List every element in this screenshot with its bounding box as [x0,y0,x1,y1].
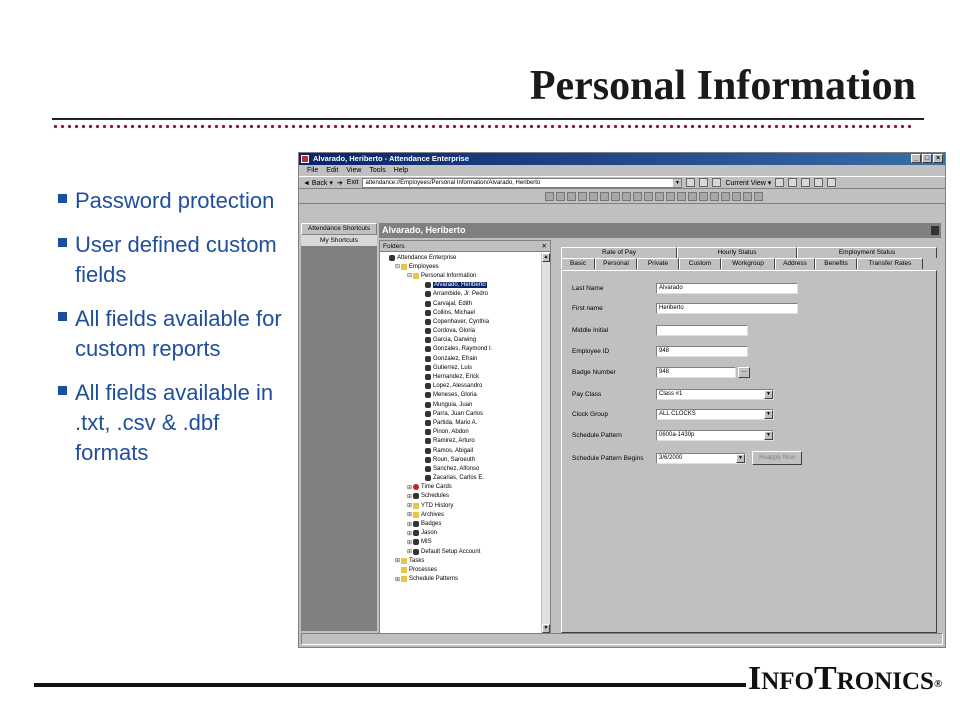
clock-group-label: Clock Group [572,411,609,418]
tree-item-label: Time Cards [421,484,452,491]
tree-item[interactable] [380,474,542,483]
badge-number-field[interactable]: 948 [656,367,736,378]
help-icon[interactable] [775,178,784,187]
expand-toggle-icon[interactable]: ⊞ [407,530,413,537]
tree-item[interactable] [380,455,542,464]
last-name-label: Last Name [572,285,604,292]
expand-toggle-icon[interactable]: ⊞ [407,503,413,510]
globe-icon [389,255,395,261]
tab-custom[interactable]: Custom [679,258,721,269]
toolbar-icon[interactable] [578,192,587,201]
folder-icon [401,567,407,573]
tree-item[interactable] [380,437,542,446]
tree-item-label: Tasks [409,557,425,564]
person-icon [425,374,431,380]
tree-item-label: Schedules [421,493,450,500]
expand-toggle-icon[interactable]: ⊞ [407,539,413,546]
person-icon [425,328,431,334]
window-titlebar[interactable] [299,153,945,165]
expand-toggle-icon[interactable]: ⊞ [407,549,413,556]
title-dotted-rule [52,124,914,129]
tree-item-label: Cordova, Gloria [433,328,476,335]
chevron-down-icon[interactable]: ▼ [764,431,773,440]
tree-item-label: Arrambide, Jr. Pedro [433,291,489,298]
toolbar-icon[interactable] [732,192,741,201]
tree-item-label: Copenhaver, Cynthia [433,318,490,325]
last-name-field[interactable]: Alvarado [656,283,798,294]
menu-help[interactable]: Help [393,167,409,174]
my-shortcuts-tab[interactable]: My Shortcuts [301,235,377,247]
clock-group-select[interactable]: ALL CLOCKS ▼ [656,409,774,420]
menu-view[interactable]: View [346,167,362,174]
expand-toggle-icon[interactable]: ⊞ [407,521,413,528]
badge-lookup-button[interactable]: ... [738,367,750,378]
tree-item[interactable] [380,317,542,326]
person-icon [425,319,431,325]
first-name-label: First name [572,305,603,312]
toolbar-icon[interactable] [589,192,598,201]
person-icon [425,411,431,417]
tree-item[interactable] [380,327,542,336]
tree-item[interactable] [380,464,542,473]
tree-item[interactable] [380,308,542,317]
expand-toggle-icon[interactable]: ⊞ [407,484,413,491]
tree-item-label: Personal Information [421,272,477,279]
person-icon [425,282,431,288]
person-icon [413,539,419,545]
chevron-down-icon[interactable]: ▼ [764,390,773,399]
tree-item-label: Badges [421,521,442,528]
tree-item[interactable] [380,519,542,528]
first-name-field[interactable]: Heriberto [656,303,798,314]
tree-scrollbar[interactable] [541,253,550,633]
toolbar-icon[interactable] [710,192,719,201]
basic-form [561,270,937,633]
bullet-item: Password protection [58,186,296,216]
maximize-button[interactable]: □ [922,154,932,163]
scroll-down-icon[interactable]: ▼ [543,625,549,631]
person-icon [425,301,431,307]
menu-edit[interactable]: Edit [326,167,339,174]
person-icon [425,448,431,454]
toolbar-icon[interactable] [611,192,620,201]
expand-toggle-icon[interactable]: ⊟ [395,264,401,271]
minimize-button[interactable]: _ [911,154,921,163]
person-icon [425,402,431,408]
folder-icon [413,512,419,518]
tree-item-label: Gutierrez, Luis [433,364,473,371]
tree-item[interactable] [380,271,542,280]
tree-item[interactable] [380,428,542,437]
tab-row-front [561,258,937,269]
toolbar-icon[interactable] [556,192,565,201]
tree-item[interactable] [380,281,542,290]
bullet-square-icon [58,238,67,247]
tree-item[interactable] [380,565,542,574]
tree-item-label: Garcia, Darwing [433,337,477,344]
tree-item-label: Processes [409,566,438,573]
toolbar-icon[interactable] [545,192,554,201]
tree-item-label: Hernandez, Erick [433,374,480,381]
tree-item[interactable] [380,345,542,354]
person-icon [425,392,431,398]
schedule-pattern-row [572,430,774,441]
tree-item-label: Default Setup Account [421,548,481,555]
tree-item-label: Employees [409,263,439,270]
print-icon[interactable] [788,178,797,187]
tab-personal[interactable]: Personal [595,258,637,269]
person-icon [425,466,431,472]
tab-rate-of-pay[interactable]: Rate of Pay [561,247,677,258]
menu-tools[interactable]: Tools [369,167,386,174]
toolbar-icon[interactable] [699,192,708,201]
bullet-square-icon [58,312,67,321]
tree-item-label: Collins, Michael [433,309,476,316]
employee-id-row [572,346,748,357]
middle-initial-label: Middle Initial [572,327,609,334]
middle-initial-field[interactable] [656,325,748,336]
person-icon [425,429,431,435]
menu-file[interactable]: File [307,167,319,174]
tree-item[interactable] [380,262,542,271]
folder-icon [401,576,407,582]
tree-item[interactable] [380,483,542,492]
bullet-item: All fields available for custom reports [58,304,296,364]
footer-bar [34,683,746,687]
toolbar-icon[interactable] [633,192,642,201]
tree-item-label: Gonzalez, Efrain [433,355,478,362]
expand-toggle-icon[interactable]: ⊞ [395,558,401,565]
toolbar-icon[interactable] [600,192,609,201]
tree-item-label: Lopez, Alessandro [433,383,483,390]
tree-item-label: Jason [421,530,438,537]
person-icon [413,549,419,555]
tree-item[interactable] [380,409,542,418]
folder-icon [401,264,407,270]
folder-icon [413,503,419,509]
tree-item-label: Attendance Enterprise [397,254,457,261]
tree-item[interactable] [380,575,542,584]
tree-item[interactable] [380,290,542,299]
shortcuts-body [301,247,377,631]
bullet-square-icon [58,194,67,203]
tree-item-label: Roun, Saroeuth [433,456,476,463]
tree-item-label: Partida, Mario A. [433,419,478,426]
schedule-begins-date-field[interactable]: 3/6/2000 ▼ [656,453,746,464]
tab-employment-status[interactable]: Employment Status [797,247,937,258]
chevron-down-icon[interactable]: ▼ [764,410,773,419]
tree-item[interactable] [380,538,542,547]
pay-class-label: Pay Class [572,391,602,398]
status-bar [301,633,943,645]
toolbar-icon[interactable] [754,192,763,201]
expand-toggle-icon[interactable]: ⊞ [407,512,413,519]
person-icon [425,346,431,352]
folders-header: Folders ✕ [380,241,550,252]
bullet-item: User defined custom fields [58,230,296,290]
tree-item[interactable] [380,363,542,372]
tree-item-label: Gonzales, Raymond I. [433,346,493,353]
tree-item-label: Alvarado, Heriberto [434,282,486,289]
tree-item[interactable] [380,354,542,363]
tree-item-label: Munguia, Juan [433,401,473,408]
tree-item-label: MIS [421,539,432,546]
tab-benefits[interactable]: Benefits [815,258,857,269]
address-toolbar [299,176,945,189]
close-button[interactable]: × [933,154,943,163]
employee-id-field[interactable]: 948 [656,346,748,357]
current-view-button[interactable]: Current View ▾ [725,179,772,187]
toolbar-icon[interactable] [666,192,675,201]
person-icon [425,383,431,389]
app-icon [301,155,309,163]
tree-item-label: Parra, Juan Carlos [433,410,484,417]
person-icon [413,521,419,527]
schedule-pattern-begins-row [572,451,802,465]
badge-number-row [572,367,750,378]
app-window [298,152,946,648]
person-icon [931,226,939,235]
title-rule [52,118,924,120]
tree-item[interactable] [380,382,542,391]
tree-item[interactable] [380,547,542,556]
toolbar-icon[interactable] [743,192,752,201]
tree-item[interactable] [380,492,542,501]
tab-address[interactable]: Address [775,258,815,269]
copy-icon[interactable] [699,178,708,187]
cut-icon[interactable] [686,178,695,187]
shortcuts-header[interactable]: Attendance Shortcuts [301,223,377,235]
tree-item[interactable] [380,418,542,427]
toolbar-icon[interactable] [567,192,576,201]
toolbar-icon[interactable] [721,192,730,201]
toolbar-icon[interactable] [622,192,631,201]
exit-button[interactable]: Exit [346,179,359,186]
person-icon [425,420,431,426]
tree-item[interactable] [380,446,542,455]
tree-item-label: Pinon, Abdon [433,429,469,436]
record-tabs [561,247,937,269]
reapply-now-button[interactable]: Reapply Now [752,451,802,465]
tab-private[interactable]: Private [637,258,679,269]
clock-icon [413,484,419,490]
folders-pane [379,240,551,634]
toolbar-icon[interactable] [655,192,664,201]
tree-item-label: Zacarias, Carlos E. [433,475,485,482]
scroll-up-icon[interactable]: ▲ [543,254,549,260]
expand-toggle-icon[interactable]: ⊞ [407,493,413,500]
person-icon [425,310,431,316]
clock-group-row [572,409,774,420]
folder-tree [380,253,542,633]
bullet-list [58,186,296,482]
tree-item-label: Ramos, Abigail [433,447,474,454]
paste-icon[interactable] [712,178,721,187]
tree-item[interactable] [380,336,542,345]
toolbar-icon[interactable] [688,192,697,201]
tab-hourly-status[interactable]: Hourly Status [677,247,797,258]
folder-icon[interactable] [801,178,810,187]
action-toolbar [299,189,945,204]
tree-item[interactable] [380,253,542,262]
person-icon [413,530,419,536]
toolbar-icon[interactable] [644,192,653,201]
person-icon [425,438,431,444]
tree-item-label: Carvajal, Edith [433,300,473,307]
tree-item-label: YTD History [421,502,454,509]
address-input[interactable]: attendance://Employees/Personal Information/Alvarado, Heriberto ▼ [362,178,682,188]
back-button[interactable]: ◄ Back ▾ [303,179,333,187]
infotronics-logo: INFOTRONICS® [748,660,943,697]
tree-item[interactable] [380,510,542,519]
tab-row-back [561,247,937,258]
folder-icon [401,558,407,564]
tree-item-label: Meneses, Gloria [433,392,477,399]
schedule-pattern-begins-label: Schedule Pattern Begins [572,454,644,462]
slide-title: Personal Information [529,63,916,109]
expand-toggle-icon[interactable]: ⊞ [395,576,401,583]
person-icon [425,356,431,362]
person-icon [425,457,431,463]
address-dropdown-icon[interactable]: ▼ [674,179,680,186]
person-icon [425,365,431,371]
pay-class-row [572,389,774,400]
person-icon [425,475,431,481]
tab-workgroup[interactable]: Workgroup [721,258,775,269]
tree-item[interactable] [380,391,542,400]
close-icon[interactable]: ✕ [541,243,547,250]
expand-toggle-icon[interactable]: ⊟ [407,273,413,280]
globe-icon[interactable] [827,178,836,187]
tab-transfer-rates[interactable]: Transfer Rates [857,258,923,269]
tree-item-label: Ramirez, Arturo [433,438,475,445]
bullet-item: All fields available in .txt, .csv & .dbf formats [58,378,296,468]
tree-item-label: Archives [421,511,445,518]
tree-item[interactable] [380,529,542,538]
first-name-row [572,303,798,314]
person-icon [413,493,419,499]
folder-icon [413,273,419,279]
chevron-down-icon[interactable]: ▼ [736,454,745,463]
person-icon[interactable] [814,178,823,187]
record-header: Alvarado, Heriberto [379,223,941,238]
tree-item[interactable] [380,400,542,409]
employee-id-label: Employee ID [572,348,610,355]
window-title: Alvarado, Heriberto - Attendance Enterprise [313,154,470,163]
bullet-square-icon [58,386,67,395]
tree-item-label: Sanchez, Alfonso [433,465,480,472]
middle-initial-row [572,325,748,336]
toolbar-icon[interactable] [677,192,686,201]
tab-basic[interactable]: Basic [561,258,595,269]
tree-item[interactable] [380,299,542,308]
tree-item[interactable] [380,556,542,565]
badge-number-label: Badge Number [572,369,616,376]
last-name-row [572,283,798,294]
tree-item-label: Schedule Patterns [409,576,459,583]
person-icon [425,337,431,343]
person-icon [425,291,431,297]
tree-item[interactable] [380,501,542,510]
forward-button[interactable]: ➔ [336,179,343,187]
menu-bar [299,165,945,176]
shortcuts-pane [301,223,377,633]
schedule-pattern-label: Schedule Pattern [572,432,622,439]
schedule-pattern-select[interactable]: 0600a-1430p ▼ [656,430,774,441]
tree-item[interactable] [380,372,542,381]
pay-class-select[interactable]: Class #1 ▼ [656,389,774,400]
